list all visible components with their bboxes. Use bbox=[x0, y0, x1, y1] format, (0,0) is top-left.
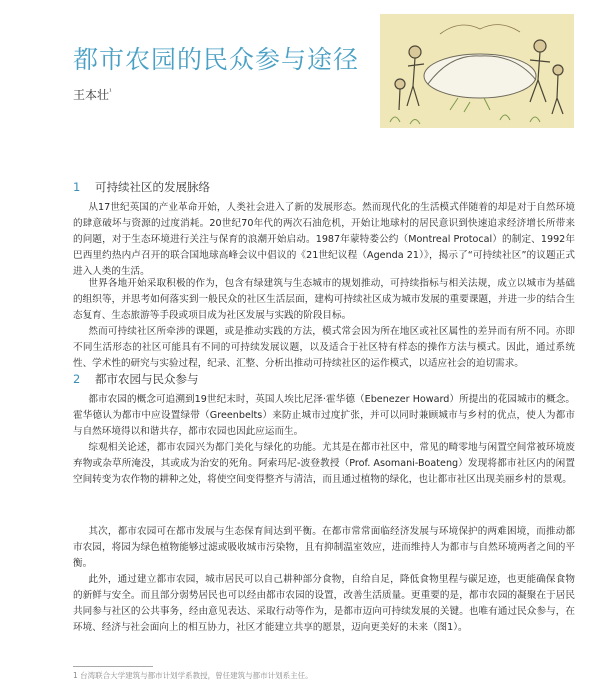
paragraph: 从17世纪英国的产业革命开始，人类社会进入了新的发展形态。然而现代化的生活模式伴随着的却是对于自然环境的肆意破坏与资源的过度消耗。20世纪70年代的两次石油危机，开始让地球村的居民意识到快速追求经济增长所带来的问题，对于生态环境进行关注与保育的浪潮开始启动。1987年蒙特娄公约（Montreal Protocal）的制定、1992年巴西里约热内卢召开的联合国地球高峰会议中倡议的《21世纪议程（Agenda 21）》，揭示了“可持续社区”的议题正式进入人类的生活。 bbox=[73, 202, 575, 277]
paragraph: 此外，通过建立都市农园，城市居民可以自己耕种部分食物，自给自足，降低食物里程与碳足迹，也更能确保食物的新鲜与安全。而且部分弱势居民也可以经由都市农园的设置，改善生活质量。更重要的是，都市农园的凝聚在于居民共同参与社区的公共事务，经由意见表达、采取行动等作为，是都市迈向可持续发展的关键。也唯有通过民众参与，在环境、经济与社会面向上的相互协力，社区才能建立共享的愿景，迈向更美好的未来（图1）。 bbox=[73, 574, 575, 633]
paragraph: 都市农园的概念可追溯到19世纪末时，英国人埃比尼泽·霍华德（Ebenezer Howard）所提出的花园城市的概念。霍华德认为都市中应设置绿带（Greenbelts）来防止城市过度扩张，并可以同时兼顾城市与乡村的优点，使人为都市与自然环境得以和谐共存，都市农园也因此应运而生。 bbox=[73, 394, 575, 437]
author-footnote-mark: ¹ bbox=[109, 88, 112, 96]
illustration-urban-farming bbox=[380, 14, 574, 128]
paragraph: 其次，都市农园可在都市发展与生态保育间达到平衡。在都市常常面临经济发展与环境保护的两难困境，而推动都市农园，将园为绿色植物能够过滤或吸收城市污染物，且有抑制温室效应，进而维持人为都市与自然环境两者之间的平衡。 bbox=[73, 526, 575, 569]
section-heading-1: 1 可持续社区的发展脉络 bbox=[73, 180, 210, 194]
paragraph: 然而可持续社区所牵涉的课题，或是推动实践的方法，模式常会因为所在地区或社区属性的差异而有所不同。亦即不同生活形态的社区可能具有不同的可持续发展议题，以及适合于社区特有样态的操作方法与模式。因此，通过系统性、学术性的研究与实验过程，纪录、汇整、分析出推动可持续社区的运作模式，以适应社会的迫切需求。 bbox=[73, 326, 575, 369]
author-name: 王本壮$^{^1}$ bbox=[73, 88, 112, 102]
footnote: 1 台湾联合大学建筑与都市计划学系教授，曾任建筑与都市计划系主任。 bbox=[73, 671, 313, 680]
footnote-divider bbox=[73, 666, 153, 667]
paragraph: 综观相关论述，都市农园兴为都门美化与绿化的功能。尤其是在都市社区中，常见的畸零地与闲置空间常被环境废弃物或杂草所淹没，其或成为治安的死角。阿索玛尼-波登教授（Prof. Asomani-Boateng）发现将都市社区内的闲置空间转变为农作物的耕种之处，将使空间变得整齐与清洁，而且通过植物的绿化，也让都市社区出现美丽乡村的景观。 bbox=[73, 442, 575, 485]
article-title: 都市农园的民众参与途径 bbox=[73, 45, 360, 74]
paragraph: 世界各地开始采取积极的作为，包含有绿建筑与生态城市的规划推动，可持续指标与相关法规，成立以城市为基础的组织等，并思考如何落实到一般民众的社区生活层面，建构可持续社区成为城市发展的重要课题，并进一步的结合生态复育、生态旅游等手段或项目成为社区发展与实践的阶段目标。 bbox=[73, 278, 575, 321]
section-heading-2: 2 都市农园与民众参与 bbox=[73, 372, 199, 386]
